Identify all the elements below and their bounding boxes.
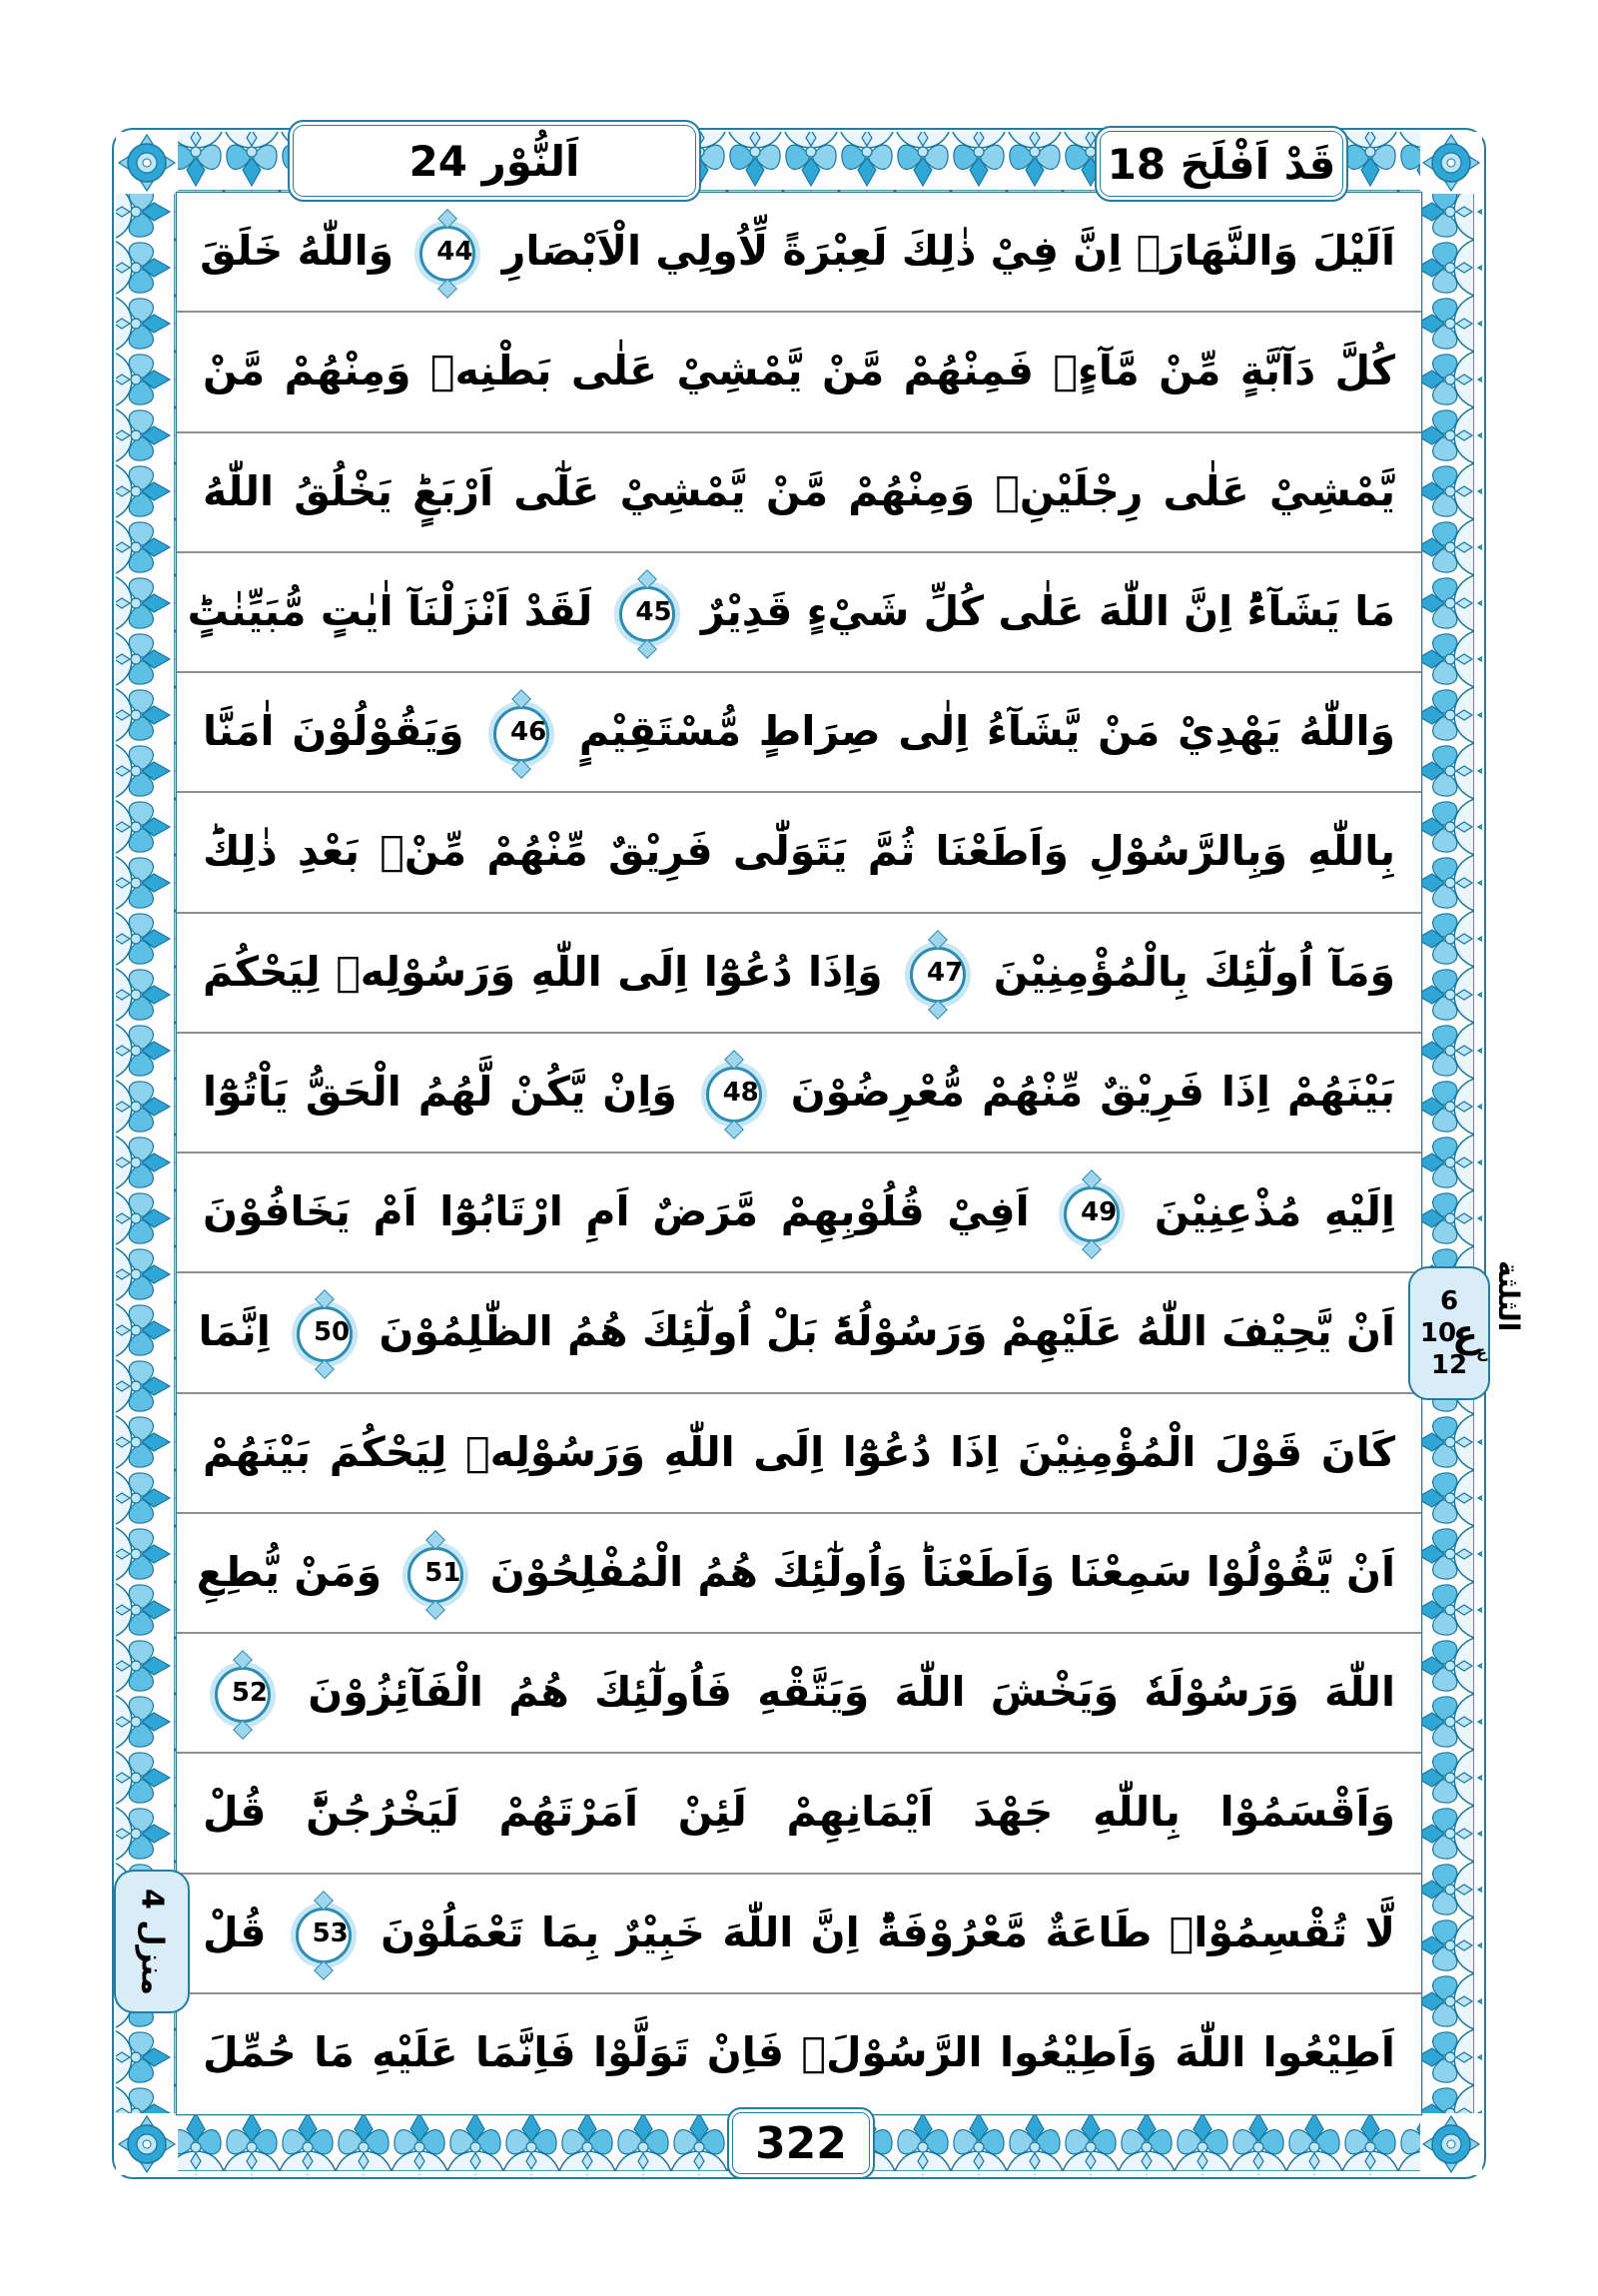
- verse-number-marker: 46: [493, 706, 549, 762]
- ayah-text: بَيْنَهُمْ اِذَا فَرِيْقٌ مِّنْهُمْ مُّعْرِضُوْنَ: [790, 1067, 1395, 1116]
- ayah-text: وَاَقْسَمُوْا بِاللّٰهِ جَهْدَ اَيْمَانِهِمْ لَئِنْ اَمَرْتَهُمْ لَيَخْرُجُنَّؕ قُلْ: [203, 1788, 1395, 1837]
- ayah-text: بِاللّٰهِ وَبِالرَّسُوْلِ وَاَطَعْنَا ثُمَّ يَتَوَلّٰى فَرِيْقٌ مِّنْهُمْ مِّنْۢ بَعْدِ ذٰلِكَؕ: [203, 827, 1395, 876]
- ayah-text: اَنْ يَّحِيْفَ اللّٰهُ عَلَيْهِمْ وَرَسُوْلُهٗؕ بَلْ اُولٰٓئِكَ هُمُ الظّٰلِمُوْنَ: [379, 1307, 1395, 1356]
- ruku-marker: [1408, 1266, 1490, 1400]
- quran-lines: [177, 193, 1421, 2114]
- ayah-text: لَّا تُقْسِمُوْاۚ طَاعَةٌ مَّعْرُوْفَةٌؕ اِنَّ اللّٰهَ خَبِيْرٌ بِمَا تَعْمَلُوْنَ: [381, 1908, 1395, 1956]
- ain-symbol: ع: [1452, 1311, 1479, 1355]
- verse-number-marker: 50: [297, 1306, 353, 1362]
- ayah-text: اِنَّمَا: [198, 1307, 271, 1356]
- quran-line: [177, 1394, 1421, 1514]
- ayah-text: كَانَ قَوْلَ الْمُؤْمِنِيْنَ اِذَا دُعُوْٓا اِلَى اللّٰهِ وَرَسُوْلِهٖ لِيَحْكُمَ بَيْنَهُمْ: [203, 1427, 1395, 1476]
- quran-line: [177, 193, 1421, 313]
- ayah-text: اللّٰهَ وَرَسُوْلَهٗ وَيَخْشَ اللّٰهَ وَيَتَّقْهِ فَاُولٰٓئِكَ هُمُ الْفَآئِزُوْنَ: [308, 1668, 1395, 1716]
- ayah-text: وَمَآ اُولٰٓئِكَ بِالْمُؤْمِنِيْنَ: [993, 947, 1395, 996]
- ayah-text: اَلَيْلَ وَالنَّهَارَۚ اِنَّ فِيْ ذٰلِكَ لَعِبْرَةً لِّاُولِي الْاَبْصَارِ: [501, 227, 1395, 275]
- ruku-ain-row: [1419, 1311, 1479, 1355]
- ayah-text: وَاللّٰهُ يَهْدِيْ مَنْ يَّشَآءُ اِلٰى صِرَاطٍ مُّسْتَقِيْمٍ: [578, 707, 1395, 755]
- right-margin-note-text: الثلثة: [1492, 1260, 1525, 1332]
- quran-line: [177, 553, 1421, 673]
- page-number-tab: [727, 2107, 875, 2179]
- ayah-text: وَمَنْ يُّطِعِ: [196, 1547, 383, 1596]
- ayah-text: مَا يَشَآءُؕ اِنَّ اللّٰهَ عَلٰى كُلِّ شَيْءٍ قَدِيْرٌ: [700, 586, 1395, 635]
- ayah-text: اَطِيْعُوا اللّٰهَ وَاَطِيْعُوا الرَّسُوْلَۚ فَاِنْ تَوَلَّوْا فَاِنَّمَا عَلَيْهِ مَا حُمِّلَ: [203, 2027, 1395, 2076]
- ayah-text: وَاِذَا دُعُوْٓا اِلَى اللّٰهِ وَرَسُوْلِهٖ لِيَحْكُمَ: [203, 947, 883, 996]
- quran-line: [177, 1514, 1421, 1634]
- ruku-bottom-number: 12: [1430, 1350, 1468, 1380]
- ayah-text: اَنْ يَّقُوْلُوْا سَمِعْنَا وَاَطَعْنَاؕ وَاُولٰٓئِكَ هُمُ الْمُفْلِحُوْنَ: [489, 1547, 1395, 1596]
- quran-line: [177, 914, 1421, 1034]
- quran-line: [177, 1034, 1421, 1153]
- ruku-middle-number: 10: [1419, 1318, 1457, 1348]
- quran-line: [177, 1273, 1421, 1393]
- page-number: 322: [755, 2117, 847, 2169]
- ayah-text: وَاللّٰهُ خَلَقَ: [200, 227, 395, 275]
- quran-line: [177, 1153, 1421, 1273]
- quran-line: [177, 1634, 1421, 1754]
- ayah-text: اَفِيْ قُلُوْبِهِمْ مَّرَضٌ اَمِ ارْتَابُوْٓا اَمْ يَخَافُوْنَ: [203, 1187, 1030, 1235]
- verse-number-marker: 51: [407, 1547, 463, 1603]
- ayah-text: لَقَدْ اَنْزَلْنَآ اٰيٰتٍ مُّبَيِّنٰتٍؕ: [187, 586, 593, 635]
- ayah-text: اِلَيْهِ مُذْعِنِيْنَ: [1154, 1187, 1395, 1235]
- quran-line: [177, 1754, 1421, 1874]
- ayah-text: قُلْ: [203, 1908, 267, 1956]
- quran-line: [177, 313, 1421, 432]
- verse-number-marker: 53: [296, 1908, 352, 1963]
- juz-name-label: قَدْ اَفْلَحَ 18: [1107, 139, 1336, 189]
- ayah-text: وَاِنْ يَّكُنْ لَّهُمُ الْحَقُّ يَاْتُوْٓا: [203, 1067, 677, 1116]
- verse-number-marker: 52: [215, 1667, 271, 1723]
- ayah-text: كُلَّ دَآبَّةٍ مِّنْ مَّآءٍۚ فَمِنْهُمْ مَّنْ يَّمْشِيْ عَلٰى بَطْنِهٖ وَمِنْهُمْ مَّنْ: [203, 347, 1395, 395]
- right-margin-note: [1476, 1260, 1532, 1420]
- quran-line: [177, 433, 1421, 553]
- ayah-text: يَّمْشِيْ عَلٰى رِجْلَيْنِۚ وَمِنْهُمْ مَّنْ يَّمْشِيْ عَلٰٓى اَرْبَعٍؕ يَخْلُقُ اللّٰهُ: [203, 466, 1395, 515]
- small-ain-symbol: ع: [1476, 1342, 1487, 1361]
- quran-line: [177, 793, 1421, 913]
- surah-name-label: اَلنُّوْر 24: [408, 136, 580, 186]
- ruku-count: 6: [1439, 1286, 1459, 1316]
- juz-name-tab: [1095, 126, 1348, 202]
- surah-name-tab: [288, 120, 701, 202]
- quran-text-frame: [177, 193, 1421, 2114]
- ayah-text: وَيَقُوْلُوْنَ اٰمَنَّا: [203, 707, 464, 755]
- verse-number-marker: 49: [1064, 1186, 1120, 1242]
- quran-line: [177, 673, 1421, 793]
- manzil-label: منزل 4: [134, 1888, 170, 1995]
- verse-number-marker: 45: [619, 586, 675, 642]
- manzil-marker: [114, 1870, 190, 2013]
- verse-number-marker: 47: [910, 947, 966, 1003]
- quran-line: [177, 1875, 1421, 1994]
- verse-number-marker: 44: [419, 226, 475, 282]
- quran-line: [177, 1994, 1421, 2114]
- verse-number-marker: 48: [706, 1067, 762, 1123]
